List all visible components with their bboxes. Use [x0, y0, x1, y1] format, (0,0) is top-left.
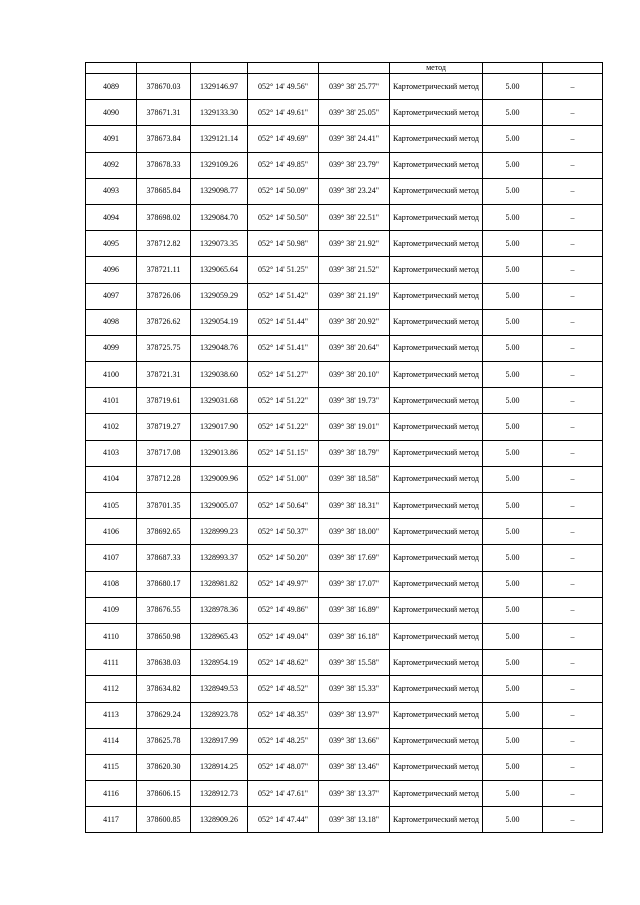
cell-longitude: 039° 38' 13.66" — [319, 728, 390, 754]
cell-point-number: 4115 — [86, 754, 137, 780]
cell-y-coordinate: 1329121.14 — [191, 126, 248, 152]
cell-method: Картометрический метод — [390, 178, 483, 204]
cell-longitude: 039° 38' 21.52" — [319, 257, 390, 283]
cell-point-number: 4093 — [86, 178, 137, 204]
cell-x-coordinate: 378692.65 — [137, 519, 191, 545]
cell-longitude: 039° 38' 20.10" — [319, 362, 390, 388]
cell-method: Картометрический метод — [390, 754, 483, 780]
table-row — [86, 440, 603, 466]
table-row — [86, 388, 603, 414]
cell-latitude: 052° 14' 49.97" — [248, 571, 319, 597]
cell-blank — [483, 63, 543, 74]
cell-note: – — [543, 362, 603, 388]
table-row — [86, 519, 603, 545]
cell-point-number: 4090 — [86, 100, 137, 126]
cell-latitude: 052° 14' 50.37" — [248, 519, 319, 545]
cell-note: – — [543, 126, 603, 152]
cell-y-coordinate: 1328993.37 — [191, 545, 248, 571]
cell-point-number: 4102 — [86, 414, 137, 440]
cell-point-number: 4108 — [86, 571, 137, 597]
cell-point-number: 4100 — [86, 362, 137, 388]
cell-longitude: 039° 38' 18.31" — [319, 493, 390, 519]
table-row — [86, 623, 603, 649]
cell-point-number: 4107 — [86, 545, 137, 571]
table-row — [86, 362, 603, 388]
cell-note: – — [543, 283, 603, 309]
cell-accuracy: 5.00 — [483, 178, 543, 204]
cell-x-coordinate: 378620.30 — [137, 754, 191, 780]
cell-accuracy: 5.00 — [483, 231, 543, 257]
cell-y-coordinate: 1329038.60 — [191, 362, 248, 388]
cell-point-number: 4113 — [86, 702, 137, 728]
cell-point-number: 4103 — [86, 440, 137, 466]
cell-longitude: 039° 38' 20.92" — [319, 309, 390, 335]
cell-latitude: 052° 14' 51.22" — [248, 414, 319, 440]
cell-point-number: 4111 — [86, 650, 137, 676]
cell-latitude: 052° 14' 51.15" — [248, 440, 319, 466]
cell-method: Картометрический метод — [390, 388, 483, 414]
cell-point-number: 4116 — [86, 781, 137, 807]
coordinates-table — [85, 62, 603, 833]
cell-y-coordinate: 1328923.78 — [191, 702, 248, 728]
cell-accuracy: 5.00 — [483, 74, 543, 100]
cell-method: Картометрический метод — [390, 597, 483, 623]
cell-latitude: 052° 14' 51.42" — [248, 283, 319, 309]
cell-point-number: 4109 — [86, 597, 137, 623]
cell-accuracy: 5.00 — [483, 362, 543, 388]
cell-point-number: 4112 — [86, 676, 137, 702]
cell-latitude: 052° 14' 49.69" — [248, 126, 319, 152]
cell-method: Картометрический метод — [390, 257, 483, 283]
cell-y-coordinate: 1329009.96 — [191, 466, 248, 492]
cell-latitude: 052° 14' 48.25" — [248, 728, 319, 754]
cell-y-coordinate: 1328914.25 — [191, 754, 248, 780]
cell-note: – — [543, 650, 603, 676]
cell-latitude: 052° 14' 51.27" — [248, 362, 319, 388]
cell-accuracy: 5.00 — [483, 257, 543, 283]
cell-y-coordinate: 1329017.90 — [191, 414, 248, 440]
table-row — [86, 650, 603, 676]
cell-note: – — [543, 309, 603, 335]
cell-point-number: 4097 — [86, 283, 137, 309]
cell-y-coordinate: 1328981.82 — [191, 571, 248, 597]
cell-point-number: 4114 — [86, 728, 137, 754]
cell-point-number: 4106 — [86, 519, 137, 545]
cell-longitude: 039° 38' 20.64" — [319, 335, 390, 361]
cell-method: Картометрический метод — [390, 440, 483, 466]
cell-note: – — [543, 623, 603, 649]
cell-longitude: 039° 38' 21.19" — [319, 283, 390, 309]
cell-point-number: 4110 — [86, 623, 137, 649]
cell-x-coordinate: 378650.98 — [137, 623, 191, 649]
cell-method: Картометрический метод — [390, 283, 483, 309]
cell-method: Картометрический метод — [390, 650, 483, 676]
cell-method: Картометрический метод — [390, 100, 483, 126]
cell-point-number: 4098 — [86, 309, 137, 335]
cell-accuracy: 5.00 — [483, 650, 543, 676]
cell-x-coordinate: 378685.84 — [137, 178, 191, 204]
cell-x-coordinate: 378638.03 — [137, 650, 191, 676]
table-row — [86, 283, 603, 309]
cell-x-coordinate: 378725.75 — [137, 335, 191, 361]
table-row — [86, 807, 603, 833]
table-row — [86, 126, 603, 152]
cell-x-coordinate: 378625.78 — [137, 728, 191, 754]
cell-x-coordinate: 378676.55 — [137, 597, 191, 623]
cell-latitude: 052° 14' 51.44" — [248, 309, 319, 335]
cell-latitude: 052° 14' 49.61" — [248, 100, 319, 126]
cell-point-number: 4094 — [86, 204, 137, 230]
table-row — [86, 335, 603, 361]
cell-x-coordinate: 378717.08 — [137, 440, 191, 466]
cell-note: – — [543, 807, 603, 833]
cell-method: Картометрический метод — [390, 519, 483, 545]
cell-method: Картометрический метод — [390, 728, 483, 754]
cell-x-coordinate: 378670.03 — [137, 74, 191, 100]
cell-blank — [137, 63, 191, 74]
cell-y-coordinate: 1329048.76 — [191, 335, 248, 361]
cell-longitude: 039° 38' 24.41" — [319, 126, 390, 152]
cell-y-coordinate: 1329013.86 — [191, 440, 248, 466]
table-row — [86, 781, 603, 807]
cell-y-coordinate: 1329109.26 — [191, 152, 248, 178]
cell-note: – — [543, 676, 603, 702]
cell-latitude: 052° 14' 48.35" — [248, 702, 319, 728]
cell-accuracy: 5.00 — [483, 466, 543, 492]
cell-point-number: 4105 — [86, 493, 137, 519]
cell-x-coordinate: 378719.27 — [137, 414, 191, 440]
cell-x-coordinate: 378634.82 — [137, 676, 191, 702]
cell-x-coordinate: 378721.31 — [137, 362, 191, 388]
cell-longitude: 039° 38' 13.37" — [319, 781, 390, 807]
cell-accuracy: 5.00 — [483, 545, 543, 571]
cell-y-coordinate: 1329059.29 — [191, 283, 248, 309]
cell-y-coordinate: 1329005.07 — [191, 493, 248, 519]
cell-method: Картометрический метод — [390, 335, 483, 361]
cell-latitude: 052° 14' 49.86" — [248, 597, 319, 623]
cell-note: – — [543, 781, 603, 807]
cell-latitude: 052° 14' 50.50" — [248, 204, 319, 230]
cell-x-coordinate: 378701.35 — [137, 493, 191, 519]
cell-accuracy: 5.00 — [483, 702, 543, 728]
cell-blank — [191, 63, 248, 74]
table-row — [86, 100, 603, 126]
cell-x-coordinate: 378687.33 — [137, 545, 191, 571]
cell-y-coordinate: 1328965.43 — [191, 623, 248, 649]
cell-latitude: 052° 14' 50.98" — [248, 231, 319, 257]
cell-point-number: 4095 — [86, 231, 137, 257]
cell-method: Картометрический метод — [390, 807, 483, 833]
cell-latitude: 052° 14' 48.52" — [248, 676, 319, 702]
cell-blank — [543, 63, 603, 74]
cell-note: – — [543, 493, 603, 519]
cell-longitude: 039° 38' 21.92" — [319, 231, 390, 257]
cell-y-coordinate: 1329084.70 — [191, 204, 248, 230]
table-row — [86, 204, 603, 230]
cell-note: – — [543, 335, 603, 361]
cell-x-coordinate: 378671.31 — [137, 100, 191, 126]
table-row — [86, 231, 603, 257]
cell-note: – — [543, 597, 603, 623]
cell-accuracy: 5.00 — [483, 571, 543, 597]
cell-y-coordinate: 1329054.19 — [191, 309, 248, 335]
cell-point-number: 4096 — [86, 257, 137, 283]
table-row — [86, 493, 603, 519]
cell-note: – — [543, 388, 603, 414]
cell-note: – — [543, 754, 603, 780]
cell-method: Картометрический метод — [390, 493, 483, 519]
cell-longitude: 039° 38' 13.18" — [319, 807, 390, 833]
cell-longitude: 039° 38' 16.89" — [319, 597, 390, 623]
cell-y-coordinate: 1328954.19 — [191, 650, 248, 676]
cell-longitude: 039° 38' 18.79" — [319, 440, 390, 466]
cell-x-coordinate: 378726.62 — [137, 309, 191, 335]
cell-blank — [248, 63, 319, 74]
table-row — [86, 152, 603, 178]
cell-latitude: 052° 14' 47.61" — [248, 781, 319, 807]
cell-y-coordinate: 1329098.77 — [191, 178, 248, 204]
cell-accuracy: 5.00 — [483, 388, 543, 414]
cell-latitude: 052° 14' 47.44" — [248, 807, 319, 833]
cell-point-number: 4101 — [86, 388, 137, 414]
cell-accuracy: 5.00 — [483, 283, 543, 309]
cell-x-coordinate: 378629.24 — [137, 702, 191, 728]
cell-note: – — [543, 414, 603, 440]
cell-accuracy: 5.00 — [483, 335, 543, 361]
cell-note: – — [543, 74, 603, 100]
cell-y-coordinate: 1329031.68 — [191, 388, 248, 414]
cell-accuracy: 5.00 — [483, 676, 543, 702]
cell-y-coordinate: 1328949.53 — [191, 676, 248, 702]
cell-note: – — [543, 440, 603, 466]
cell-note: – — [543, 100, 603, 126]
cell-longitude: 039° 38' 17.69" — [319, 545, 390, 571]
table-row — [86, 257, 603, 283]
cell-method: Картометрический метод — [390, 571, 483, 597]
cell-latitude: 052° 14' 49.56" — [248, 74, 319, 100]
cell-method: Картометрический метод — [390, 781, 483, 807]
cell-latitude: 052° 14' 51.00" — [248, 466, 319, 492]
cell-x-coordinate: 378606.15 — [137, 781, 191, 807]
cell-longitude: 039° 38' 18.58" — [319, 466, 390, 492]
table-row — [86, 414, 603, 440]
cell-note: – — [543, 178, 603, 204]
cell-latitude: 052° 14' 50.20" — [248, 545, 319, 571]
cell-point-number: 4089 — [86, 74, 137, 100]
cell-method: Картометрический метод — [390, 126, 483, 152]
cell-x-coordinate: 378721.11 — [137, 257, 191, 283]
cell-accuracy: 5.00 — [483, 152, 543, 178]
cell-accuracy: 5.00 — [483, 807, 543, 833]
cell-latitude: 052° 14' 51.41" — [248, 335, 319, 361]
cell-note: – — [543, 257, 603, 283]
cell-method: Картометрический метод — [390, 362, 483, 388]
cell-accuracy: 5.00 — [483, 781, 543, 807]
cell-point-number: 4104 — [86, 466, 137, 492]
cell-y-coordinate: 1328917.99 — [191, 728, 248, 754]
cell-point-number: 4099 — [86, 335, 137, 361]
table-row — [86, 597, 603, 623]
table-row — [86, 466, 603, 492]
cell-y-coordinate: 1328978.36 — [191, 597, 248, 623]
cell-method: Картометрический метод — [390, 74, 483, 100]
cell-x-coordinate: 378673.84 — [137, 126, 191, 152]
cell-y-coordinate: 1328999.23 — [191, 519, 248, 545]
cell-point-number: 4117 — [86, 807, 137, 833]
cell-point-number: 4092 — [86, 152, 137, 178]
cell-accuracy: 5.00 — [483, 754, 543, 780]
cell-accuracy: 5.00 — [483, 597, 543, 623]
cell-y-coordinate: 1328909.26 — [191, 807, 248, 833]
table-row — [86, 571, 603, 597]
cell-y-coordinate: 1328912.73 — [191, 781, 248, 807]
cell-latitude: 052° 14' 50.09" — [248, 178, 319, 204]
cell-longitude: 039° 38' 18.00" — [319, 519, 390, 545]
cell-latitude: 052° 14' 48.62" — [248, 650, 319, 676]
cell-latitude: 052° 14' 50.64" — [248, 493, 319, 519]
cell-note: – — [543, 152, 603, 178]
cell-method: Картометрический метод — [390, 702, 483, 728]
cell-note: – — [543, 519, 603, 545]
cell-longitude: 039° 38' 22.51" — [319, 204, 390, 230]
cell-note: – — [543, 728, 603, 754]
cell-x-coordinate: 378678.33 — [137, 152, 191, 178]
table-row — [86, 702, 603, 728]
cell-method: Картометрический метод — [390, 545, 483, 571]
cell-latitude: 052° 14' 49.85" — [248, 152, 319, 178]
cell-longitude: 039° 38' 19.01" — [319, 414, 390, 440]
table-row — [86, 728, 603, 754]
cell-x-coordinate: 378712.28 — [137, 466, 191, 492]
cell-longitude: 039° 38' 19.73" — [319, 388, 390, 414]
cell-point-number: 4091 — [86, 126, 137, 152]
cell-latitude: 052° 14' 49.04" — [248, 623, 319, 649]
cell-accuracy: 5.00 — [483, 519, 543, 545]
cell-method: Картометрический метод — [390, 623, 483, 649]
cell-x-coordinate: 378712.82 — [137, 231, 191, 257]
cell-y-coordinate: 1329065.64 — [191, 257, 248, 283]
cell-longitude: 039° 38' 16.18" — [319, 623, 390, 649]
table-body — [86, 63, 603, 833]
cell-accuracy: 5.00 — [483, 309, 543, 335]
cell-longitude: 039° 38' 15.33" — [319, 676, 390, 702]
cell-longitude: 039° 38' 25.05" — [319, 100, 390, 126]
cell-note: – — [543, 571, 603, 597]
table-row — [86, 178, 603, 204]
table-row — [86, 309, 603, 335]
table-row — [86, 74, 603, 100]
cell-blank — [86, 63, 137, 74]
cell-method: Картометрический метод — [390, 204, 483, 230]
cell-blank — [319, 63, 390, 74]
cell-longitude: 039° 38' 13.46" — [319, 754, 390, 780]
cell-note: – — [543, 702, 603, 728]
cell-method: Картометрический метод — [390, 676, 483, 702]
cell-longitude: 039° 38' 13.97" — [319, 702, 390, 728]
cell-accuracy: 5.00 — [483, 623, 543, 649]
continuation-row — [86, 63, 603, 74]
cell-accuracy: 5.00 — [483, 204, 543, 230]
cell-note: – — [543, 466, 603, 492]
cell-y-coordinate: 1329133.30 — [191, 100, 248, 126]
cell-note: – — [543, 545, 603, 571]
cell-longitude: 039° 38' 15.58" — [319, 650, 390, 676]
table-row — [86, 676, 603, 702]
table-row — [86, 545, 603, 571]
cell-method: Картометрический метод — [390, 231, 483, 257]
cell-note: – — [543, 204, 603, 230]
cell-y-coordinate: 1329073.35 — [191, 231, 248, 257]
cell-x-coordinate: 378726.06 — [137, 283, 191, 309]
cell-accuracy: 5.00 — [483, 728, 543, 754]
cell-accuracy: 5.00 — [483, 493, 543, 519]
cell-method: Картометрический метод — [390, 466, 483, 492]
cell-latitude: 052° 14' 51.25" — [248, 257, 319, 283]
cell-longitude: 039° 38' 23.79" — [319, 152, 390, 178]
cell-accuracy: 5.00 — [483, 440, 543, 466]
cell-longitude: 039° 38' 17.07" — [319, 571, 390, 597]
cell-accuracy: 5.00 — [483, 414, 543, 440]
cell-method-tail: метод — [390, 63, 483, 74]
cell-method: Картометрический метод — [390, 309, 483, 335]
cell-x-coordinate: 378698.02 — [137, 204, 191, 230]
cell-latitude: 052° 14' 48.07" — [248, 754, 319, 780]
cell-note: – — [543, 231, 603, 257]
cell-x-coordinate: 378719.61 — [137, 388, 191, 414]
cell-longitude: 039° 38' 25.77" — [319, 74, 390, 100]
cell-accuracy: 5.00 — [483, 126, 543, 152]
cell-method: Картометрический метод — [390, 414, 483, 440]
cell-longitude: 039° 38' 23.24" — [319, 178, 390, 204]
cell-accuracy: 5.00 — [483, 100, 543, 126]
cell-x-coordinate: 378680.17 — [137, 571, 191, 597]
table-row — [86, 754, 603, 780]
cell-method: Картометрический метод — [390, 152, 483, 178]
cell-latitude: 052° 14' 51.22" — [248, 388, 319, 414]
cell-x-coordinate: 378600.85 — [137, 807, 191, 833]
cell-y-coordinate: 1329146.97 — [191, 74, 248, 100]
